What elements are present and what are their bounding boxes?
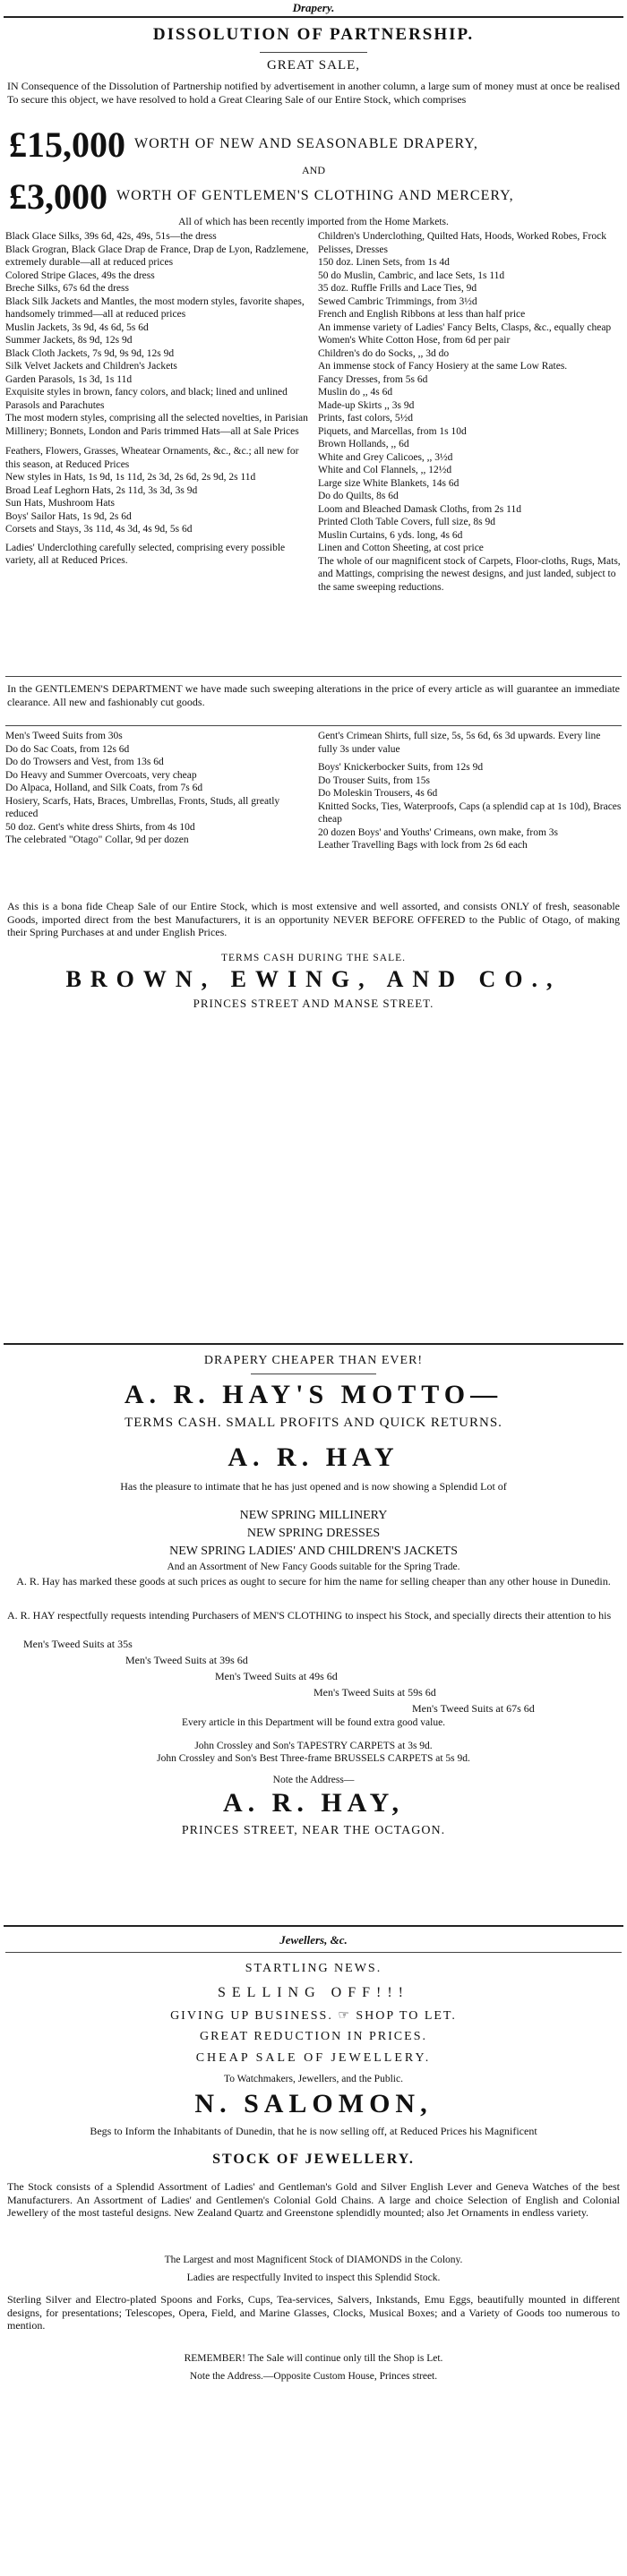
- advert-title: DISSOLUTION OF PARTNERSHIP.: [152, 25, 475, 44]
- spring-item: NEW SPRING MILLINERY: [239, 1509, 388, 1522]
- price-item: Black Glace Silks, 39s 6d, 42s, 49s, 51s—the dress: [5, 231, 217, 242]
- price-item: Do Heavy and Summer Overcoats, very cheap: [5, 769, 197, 781]
- price-item: Broad Leaf Leghorn Hats, 2s 11d, 3s 3d, 3s 9d: [5, 484, 198, 496]
- price-item: Summer Jackets, 8s 9d, 12s 9d: [5, 335, 133, 346]
- left-price-list: [5, 230, 309, 671]
- salomon-name: N. SALOMON,: [194, 2089, 433, 2118]
- and-word: AND: [302, 164, 325, 176]
- gents-intro: In the GENTLEMEN'S DEPARTMENT we have made such sweeping alterations in the price of every article as will guarantee an immediate clearance. All new and fashionably cut goods.: [7, 682, 620, 708]
- price-item: Do do Sac Coats, from 12s 6d: [5, 743, 130, 755]
- bona-fide-paragraph: As this is a bona fide Cheap Sale of our Entire Stock, which is most extensive and well assorted, and consists ONLY of fresh, seasonable Goods, imported direct from the best Manufacturers, it is an opportunity NEVER BEFORE OFFERED to the Public of Otago, of making their Spring Purchases at and under English Prices.: [7, 900, 620, 938]
- category-heading: Drapery.: [292, 1, 335, 14]
- gents-price-columns: [0, 730, 627, 900]
- price-item: Men's Tweed Suits from 30s: [5, 731, 123, 741]
- price-item: Boys' Sailor Hats, 1s 9d, 2s 6d: [5, 510, 132, 522]
- price-item: Do Alpaca, Holland, and Silk Coats, from 7s 6d: [5, 783, 203, 793]
- hay-motto: A. R. HAY'S MOTTO—: [124, 1380, 503, 1409]
- price-item: Do do Trowsers and Vest, from 13s 6d: [5, 757, 164, 767]
- firm-name: BROWN, EWING, AND CO.,: [65, 966, 562, 992]
- price-item: Black Cloth Jackets, 7s 9d, 9s 9d, 12s 9d: [5, 347, 175, 359]
- price-item: Piquets, and Marcellas, from 1s 10d: [318, 425, 467, 437]
- great-reduction: GREAT REDUCTION IN PRICES.: [200, 2030, 427, 2043]
- price-item: Leather Travelling Bags with lock from 2s 6d each: [318, 840, 528, 851]
- diamonds-line: The Largest and most Magnificent Stock of DIAMONDS in the Colony.: [164, 2255, 463, 2265]
- price-item: Exquisite styles in brown, fancy colors, and black; lined and unlined Parasols and Parachutes: [5, 387, 288, 411]
- selling-off: SELLING OFF!!!: [218, 1985, 409, 2000]
- ladies-invited: Ladies are respectfully Invited to inspect this Splendid Stock.: [186, 2272, 441, 2283]
- divider: [4, 16, 623, 18]
- drapery-advert: [0, 0, 627, 1013]
- hay-advert: [0, 1343, 627, 1842]
- fancy-goods: And an Assortment of New Fancy Goods suitable for the Spring Trade.: [167, 1562, 460, 1572]
- price-item: Feathers, Flowers, Grasses, Wheatear Ornaments, &c., &c.; all new for this season, at Reduced Prices: [5, 446, 299, 470]
- to-watchmakers: To Watchmakers, Jewellers, and the Public.: [224, 2074, 403, 2084]
- price-item: Children's Underclothing, Quilted Hats, Hoods, Worked Robes, Frock Pelisses, Dresses: [318, 231, 606, 255]
- category-heading: Jewellers, &c.: [279, 1933, 348, 1947]
- suit-item: Men's Tweed Suits at 67s 6d: [412, 1702, 535, 1715]
- gents-left-list: [5, 730, 309, 900]
- divider: [4, 1343, 623, 1345]
- price-item: Garden Parasols, 1s 3d, 1s 11d: [5, 373, 133, 385]
- amount1-text: WORTH OF NEW AND SEASONABLE DRAPERY,: [134, 136, 478, 151]
- suits-list: [0, 1636, 627, 1716]
- begs-line: Begs to Inform the Inhabitants of Dunedin, that he is now selling off, at Reduced Prices his Magnificent: [90, 2125, 537, 2137]
- price-item: 50 doz. Gent's white dress Shirts, from 4s 10d: [5, 821, 195, 833]
- salomon-address: Note the Address.—Opposite Custom House, Princes street.: [189, 2371, 438, 2382]
- remember-line: REMEMBER! The Sale will continue only till the Shop is Let.: [184, 2353, 443, 2364]
- firm-address: PRINCES STREET AND MANSE STREET.: [193, 997, 434, 1010]
- intro-paragraph: IN Consequence of the Dissolution of Partnership notified by advertisement in another column, a large sum of money must at once be realised To secure this object, we have resolved to hold a Great Clearing Sale of our Entire Stock, which comprises: [7, 80, 620, 106]
- suit-item: Men's Tweed Suits at 35s: [23, 1638, 133, 1650]
- price-item: Gent's Crimean Shirts, full size, 5s, 5s 6d, 6s 3d upwards. Every line fully 3s under value: [318, 731, 601, 755]
- divider: [5, 676, 622, 677]
- every-article: Every article in this Department will be found extra good value.: [181, 1717, 446, 1728]
- price-item: Breche Silks, 67s 6d the dress: [5, 283, 129, 294]
- price-item: Boys' Knickerbocker Suits, from 12s 9d: [318, 762, 484, 773]
- amount1-row: [0, 124, 627, 164]
- right-price-list: [318, 230, 622, 671]
- sterling-line: Sterling Silver and Electro-plated Spoons and Forks, Cups, Tea-services, Salvers, Inkstands, Emu Eggs, beautifully mounted in different designs, for presentations; Telescopes, Opera, Field, and Marine Glasses, Clocks, Musical Boxes; and a Variety of Goods too numerous to mention.: [7, 2293, 620, 2332]
- price-item: Black Silk Jackets and Mantles, the most modern styles, favorite shapes, handsomely trimmed—all at reduced prices: [5, 295, 305, 320]
- price-item: An immense stock of Fancy Hosiery at the same Low Rates.: [318, 361, 568, 372]
- price-item: Large size White Blankets, 14s 6d: [318, 477, 460, 489]
- price-item: Brown Hollands, ,, 6d: [318, 439, 409, 449]
- price-item: The celebrated "Otago" Collar, 9d per dozen: [5, 834, 189, 845]
- stock-consists: The Stock consists of a Splendid Assortment of Ladies' and Gentleman's Gold and Silver English Lever and Geneva Watches of the best Manufacturers. An Assortment of Ladies' and Gentlemen's Colonial Gold Chains. A large and choice Selection of English and Colonial Jewellery of the most tasteful designs. New Zealand Quartz and Greenstone splendidly mounted; also Jet Ornaments in endless variety.: [7, 2180, 620, 2219]
- amount2-text: WORTH OF GENTLEMEN'S CLOTHING AND MERCERY,: [116, 188, 514, 203]
- price-item: The whole of our magnificent stock of Carpets, Floor-cloths, Rugs, Mats, and Mattings, comprising the newest designs, and just landed, subject to the same sweeping reductions.: [318, 555, 621, 593]
- carpets-line: John Crossley and Son's TAPESTRY CARPETS at 3s 9d.: [194, 1741, 433, 1751]
- price-item: Do Moleskin Trousers, 4s 6d: [318, 788, 438, 799]
- price-item: Ladies' Underclothing carefully selected, comprising every possible variety, all at Reduced Prices.: [5, 542, 286, 566]
- amount2: £3,000: [9, 175, 107, 217]
- marked-line: A. R. Hay has marked these goods at such prices as ought to secure for him the name for selling cheaper than any other house in Dunedin.: [16, 1575, 611, 1588]
- price-item: The most modern styles, comprising all the selected novelties, in Parisian Millinery; Bonnets, London and Paris trimmed Hats—all at Sale Prices: [5, 413, 308, 437]
- price-item: Muslin Curtains, 6 yds. long, 4s 6d: [318, 529, 463, 541]
- short-rule: [260, 52, 367, 53]
- price-item: Knitted Socks, Ties, Waterproofs, Caps (a splendid cap at 1s 10d), Braces cheap: [318, 800, 622, 825]
- amount2-row: [0, 176, 627, 216]
- price-item: Women's White Cotton Hose, from 6d per pair: [318, 335, 511, 346]
- hay-header: DRAPERY CHEAPER THAN EVER!: [203, 1354, 424, 1367]
- price-item: Loom and Bleached Damask Cloths, from 2s 11d: [318, 503, 521, 515]
- divider: [4, 1925, 623, 1927]
- carpets-line: John Crossley and Son's Best Three-frame BRUSSELS CARPETS at 5s 9d.: [157, 1753, 470, 1764]
- hay-name: A. R. HAY: [228, 1442, 399, 1472]
- price-item: Sun Hats, Mushroom Hats: [5, 498, 116, 509]
- price-item: Sewed Cambric Trimmings, from 3½d: [318, 295, 477, 307]
- price-item: Muslin do ,, 4s 6d: [318, 387, 393, 398]
- price-item: White and Grey Calicoes, ,, 3½d: [318, 451, 453, 463]
- spring-list: [0, 1507, 627, 1561]
- spacer: [5, 438, 309, 445]
- motto-line: TERMS CASH. SMALL PROFITS AND QUICK RETURNS.: [125, 1416, 502, 1430]
- gents-right-list: [318, 730, 622, 900]
- jewellers-advert: [0, 1925, 627, 2386]
- suit-item: Men's Tweed Suits at 59s 6d: [314, 1686, 436, 1699]
- price-item: Hosiery, Scarfs, Hats, Braces, Umbrellas, Fronts, Studs, all greatly reduced: [5, 795, 280, 819]
- price-item: Fancy Dresses, from 5s 6d: [318, 373, 428, 385]
- price-item: 35 doz. Ruffle Frills and Lace Ties, 9d: [318, 283, 477, 294]
- spring-item: NEW SPRING DRESSES: [246, 1527, 381, 1540]
- drapery-price-columns: [0, 230, 627, 671]
- hay-name-footer: A. R. HAY,: [223, 1788, 404, 1818]
- advert-subtitle: GREAT SALE,: [266, 58, 361, 73]
- price-item: 50 do Muslin, Cambric, and lace Sets, 1s 11d: [318, 270, 505, 281]
- clothing-line: A. R. HAY respectfully requests intending Purchasers of MEN'S CLOTHING to inspect his Stock, and specially directs their attention to his: [7, 1609, 612, 1622]
- terms-line: TERMS CASH DURING THE SALE.: [220, 953, 406, 963]
- price-item: Made-up Skirts ,, 3s 9d: [318, 399, 415, 411]
- price-item: 150 doz. Linen Sets, from 1s 4d: [318, 257, 450, 268]
- giving-up: GIVING UP BUSINESS. ☞ SHOP TO LET.: [170, 2009, 457, 2023]
- suit-item: Men's Tweed Suits at 39s 6d: [125, 1654, 248, 1666]
- suit-item: Men's Tweed Suits at 49s 6d: [215, 1670, 338, 1682]
- price-item: An immense variety of Ladies' Fancy Belts, Clasps, &c., equally cheap: [318, 321, 612, 333]
- stock-jewellery: STOCK OF JEWELLERY.: [212, 2152, 415, 2167]
- price-item: White and Col Flannels, ,, 12½d: [318, 465, 452, 475]
- price-item: New styles in Hats, 1s 9d, 1s 11d, 2s 3d, 2s 6d, 2s 9d, 2s 11d: [5, 472, 256, 483]
- price-item: 20 dozen Boys' and Youths' Crimeans, own make, from 3s: [318, 826, 558, 838]
- price-item: French and English Ribbons at less than half price: [318, 309, 526, 320]
- pleasure-line: Has the pleasure to intimate that he has just opened and is now showing a Splendid Lot of: [120, 1480, 507, 1493]
- amount1: £15,000: [9, 124, 125, 165]
- price-item: Prints, fast colors, 5½d: [318, 413, 414, 424]
- price-item: Printed Cloth Table Covers, full size, 8s 9d: [318, 517, 495, 527]
- price-item: Silk Velvet Jackets and Children's Jackets: [5, 361, 177, 372]
- divider: [5, 1952, 622, 1953]
- note-address: Note the Address—: [272, 1775, 355, 1785]
- price-item: Do do Quilts, 8s 6d: [318, 491, 399, 501]
- price-item: Do Trouser Suits, from 15s: [318, 775, 430, 786]
- startling: STARTLING NEWS.: [245, 1962, 382, 1975]
- spring-item: NEW SPRING LADIES' AND CHILDREN'S JACKETS: [169, 1545, 458, 1558]
- price-item: Linen and Cotton Sheeting, at cost price: [318, 543, 484, 553]
- price-item: Colored Stripe Glaces, 49s the dress: [5, 270, 155, 281]
- imported-line: All of which has been recently imported from the Home Markets.: [178, 217, 449, 227]
- cheap-sale: CHEAP SALE OF JEWELLERY.: [195, 2051, 432, 2065]
- price-item: Corsets and Stays, 3s 11d, 4s 3d, 4s 9d, 5s 6d: [5, 524, 193, 535]
- divider: [5, 725, 622, 726]
- price-item: Muslin Jackets, 3s 9d, 4s 6d, 5s 6d: [5, 321, 149, 333]
- price-item: Black Grogran, Black Glace Drap de France, Drap de Lyon, Radzlemene, extremely durable—all at reduced prices: [5, 244, 309, 268]
- price-item: Children's do do Socks, ,, 3d do: [318, 347, 450, 359]
- hay-address: PRINCES STREET, NEAR THE OCTAGON.: [181, 1824, 446, 1837]
